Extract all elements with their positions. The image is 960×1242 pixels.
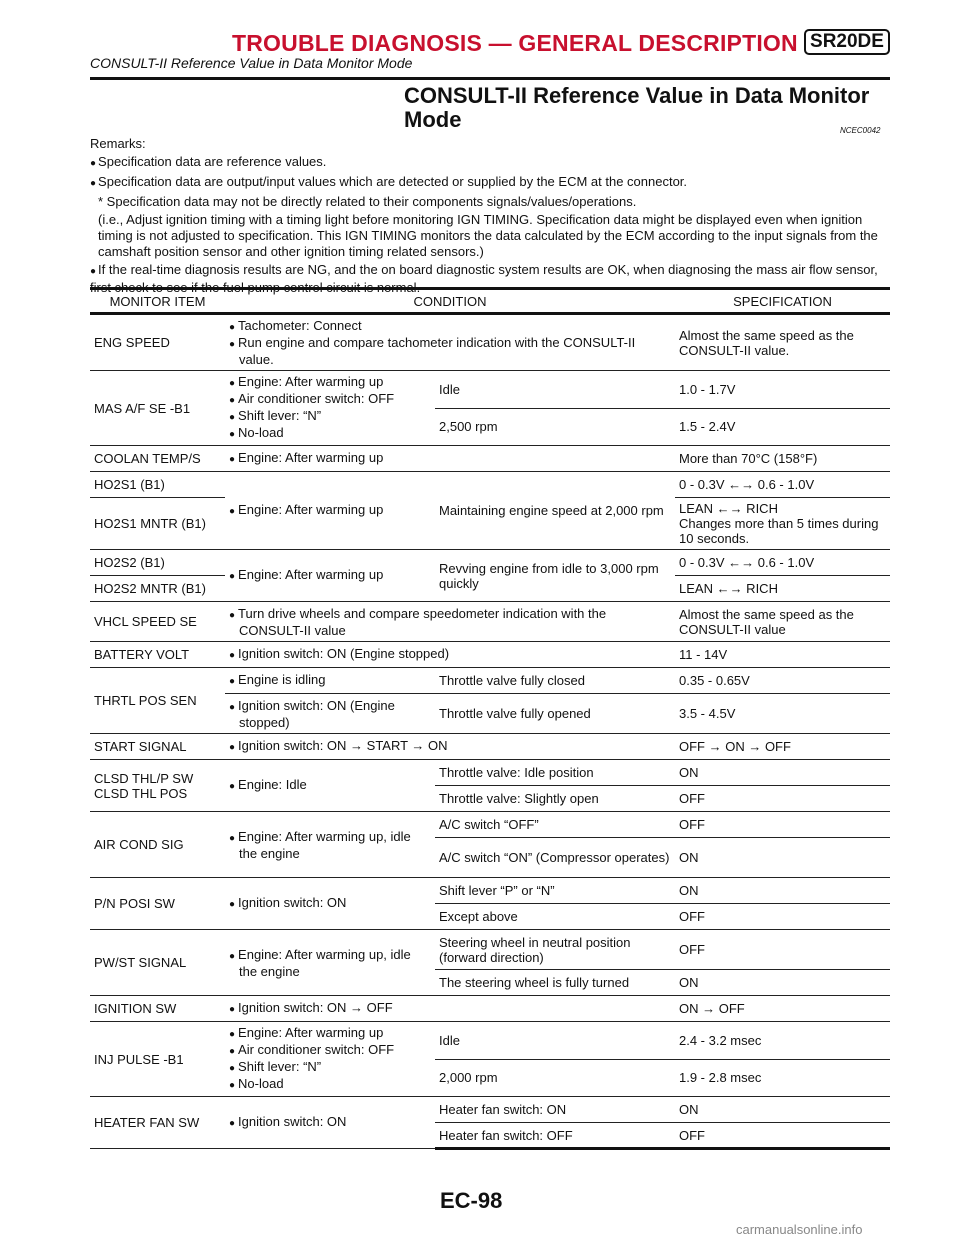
specification: OFF <box>675 812 890 838</box>
table-row <box>90 996 890 1022</box>
sub-condition: A/C switch “ON” (Compressor operates) <box>435 838 675 878</box>
table-row <box>90 472 890 498</box>
monitor-item: HO2S1 (B1) <box>90 472 225 498</box>
sub-condition: Shift lever “P” or “N” <box>435 878 675 904</box>
sub-condition: 2,000 rpm <box>435 1059 675 1097</box>
condition: ● Ignition switch: ON <box>225 1097 435 1149</box>
specification: 0.35 - 0.65V <box>675 668 890 694</box>
remark-note: * Specification data may not be directly related to their components signals/values/operations. <box>98 194 637 209</box>
table-row <box>90 371 890 409</box>
table-row <box>90 878 890 904</box>
monitor-item: AIR COND SIG <box>90 812 225 878</box>
specification: LEAN ←→ RICH Changes more than 5 times during 10 seconds. <box>675 498 890 550</box>
sub-condition: Throttle valve fully closed <box>435 668 675 694</box>
section-title: CONSULT-II Reference Value in Data Monitor Mode <box>404 83 870 132</box>
sub-condition: Maintaining engine speed at 2,000 rpm <box>435 472 675 550</box>
specification: ON <box>675 838 890 878</box>
sub-condition: Idle <box>435 371 675 409</box>
monitor-item: MAS A/F SE -B1 <box>90 371 225 446</box>
condition: ● Ignition switch: ON (Engine stopped) <box>225 694 435 734</box>
sub-condition: Revving engine from idle to 3,000 rpm quickly <box>435 550 675 602</box>
condition: ● Ignition switch: ON (Engine stopped) <box>225 642 675 668</box>
monitor-item: CLSD THL/P SW CLSD THL POS <box>90 760 225 812</box>
specification: Almost the same speed as the CONSULT-II value. <box>675 314 890 371</box>
section-code: NCEC0042 <box>840 126 881 135</box>
sub-condition: Heater fan switch: OFF <box>435 1123 675 1149</box>
specification: 3.5 - 4.5V <box>675 694 890 734</box>
condition: ● Ignition switch: ON → START → ON <box>225 734 675 760</box>
specification: 2.4 - 3.2 msec <box>675 1022 890 1060</box>
monitor-item: VHCL SPEED SE <box>90 602 225 642</box>
monitor-item: THRTL POS SEN <box>90 668 225 734</box>
col-header-monitor-item: MONITOR ITEM <box>90 289 225 314</box>
specification: 11 - 14V <box>675 642 890 668</box>
table-row <box>90 550 890 576</box>
condition: ● Engine: After warming up <box>225 550 435 602</box>
specification: 1.5 - 2.4V <box>675 408 890 446</box>
specification: ON <box>675 970 890 996</box>
remark-note: (i.e., Adjust ignition timing with a timing light before monitoring IGN TIMING. Specification data might be displayed even when ignition timing is not adjusted to specification. This IGN TIMING monitors the data calculated by the ECM according to the input signals from the camshaft position sensor and other ignition timing related sensors.) <box>98 212 878 259</box>
remarks-label: Remarks: <box>90 136 146 151</box>
condition: ● Engine: After warming up ● Air conditioner switch: OFF ● Shift lever: “N” ● No-load <box>225 1022 435 1097</box>
table-row <box>90 642 890 668</box>
specification: 1.0 - 1.7V <box>675 371 890 409</box>
condition: ● Engine is idling <box>225 668 435 694</box>
condition: ● Engine: After warming up <box>225 446 675 472</box>
monitor-item: HEATER FAN SW <box>90 1097 225 1149</box>
monitor-item: START SIGNAL <box>90 734 225 760</box>
specification: LEAN ←→ RICH <box>675 576 890 602</box>
sub-condition: Steering wheel in neutral position (forward direction) <box>435 930 675 970</box>
header-title: TROUBLE DIAGNOSIS — GENERAL DESCRIPTION <box>232 30 798 56</box>
page-number: EC-98 <box>440 1188 503 1213</box>
sub-condition: Except above <box>435 904 675 930</box>
watermark: carmanualsonline.info <box>736 1222 863 1237</box>
remark-item: ● Specification data are output/input values which are detected or supplied by the ECM at the connector. <box>90 174 688 189</box>
remark-item: ● Specification data are reference values. <box>90 154 327 169</box>
condition: ● Ignition switch: ON <box>225 878 435 930</box>
sub-condition: Throttle valve fully opened <box>435 694 675 734</box>
table-row <box>90 812 890 838</box>
monitor-item: INJ PULSE -B1 <box>90 1022 225 1097</box>
bullet-icon: ● <box>90 178 97 189</box>
remark-item: ● If the real-time diagnosis results are NG, and the on board diagnostic system results are OK, when diagnosing the mass air flow sensor, first check to see if the fuel pump control circuit is normal. <box>90 262 878 295</box>
specification: OFF <box>675 904 890 930</box>
monitor-item: P/N POSI SW <box>90 878 225 930</box>
condition: ● Engine: After warming up, idle the engine <box>225 930 435 996</box>
sub-condition: Idle <box>435 1022 675 1060</box>
condition: ● Turn drive wheels and compare speedometer indication with the CONSULT-II value <box>225 602 675 642</box>
monitor-item: ENG SPEED <box>90 314 225 371</box>
condition: ● Engine: After warming up, idle the engine <box>225 812 435 878</box>
specification: OFF → ON → OFF <box>675 734 890 760</box>
specification: 1.9 - 2.8 msec <box>675 1059 890 1097</box>
header-subtitle: CONSULT-II Reference Value in Data Monitor Mode <box>90 55 413 71</box>
table-row <box>90 314 890 371</box>
table-row <box>90 602 890 642</box>
specification: ON <box>675 760 890 786</box>
engine-badge: SR20DE <box>804 29 890 55</box>
table-header-row <box>90 289 890 314</box>
specification: OFF <box>675 930 890 970</box>
bullet-icon: ● <box>90 266 97 277</box>
specification: OFF <box>675 1123 890 1149</box>
bullet-icon: ● <box>90 158 97 169</box>
sub-condition: A/C switch “OFF” <box>435 812 675 838</box>
sub-condition: The steering wheel is fully turned <box>435 970 675 996</box>
condition: ● Ignition switch: ON → OFF <box>225 996 675 1022</box>
monitor-item: HO2S2 MNTR (B1) <box>90 576 225 602</box>
specification: 0 - 0.3V ←→ 0.6 - 1.0V <box>675 550 890 576</box>
remarks <box>90 136 890 298</box>
monitor-item: IGNITION SW <box>90 996 225 1022</box>
specification: ON <box>675 878 890 904</box>
header-rule <box>90 77 890 80</box>
sub-condition: Throttle valve: Slightly open <box>435 786 675 812</box>
monitor-item: PW/ST SIGNAL <box>90 930 225 996</box>
specification: 0 - 0.3V ←→ 0.6 - 1.0V <box>675 472 890 498</box>
condition: ● Engine: After warming up ● Air conditioner switch: OFF ● Shift lever: “N” ● No-load <box>225 371 435 446</box>
table-row <box>90 760 890 786</box>
specification: OFF <box>675 786 890 812</box>
table-row <box>90 1097 890 1123</box>
reference-value-table <box>90 287 890 1150</box>
specification: More than 70°C (158°F) <box>675 446 890 472</box>
table-row <box>90 734 890 760</box>
monitor-item: BATTERY VOLT <box>90 642 225 668</box>
col-header-condition: CONDITION <box>225 289 675 314</box>
condition: ● Engine: Idle <box>225 760 435 812</box>
monitor-item: COOLAN TEMP/S <box>90 446 225 472</box>
table-row <box>90 668 890 694</box>
col-header-specification: SPECIFICATION <box>675 289 890 314</box>
condition: ● Tachometer: Connect ● Run engine and compare tachometer indication with the CONSULT-II value. <box>225 314 675 371</box>
monitor-item: HO2S2 (B1) <box>90 550 225 576</box>
table-row <box>90 1022 890 1060</box>
specification: Almost the same speed as the CONSULT-II value <box>675 602 890 642</box>
specification: ON → OFF <box>675 996 890 1022</box>
sub-condition: Heater fan switch: ON <box>435 1097 675 1123</box>
sub-condition: Throttle valve: Idle position <box>435 760 675 786</box>
sub-condition: 2,500 rpm <box>435 408 675 446</box>
condition: ● Engine: After warming up <box>225 472 435 550</box>
monitor-item: HO2S1 MNTR (B1) <box>90 498 225 550</box>
specification: ON <box>675 1097 890 1123</box>
table-row <box>90 446 890 472</box>
table-row <box>90 930 890 970</box>
